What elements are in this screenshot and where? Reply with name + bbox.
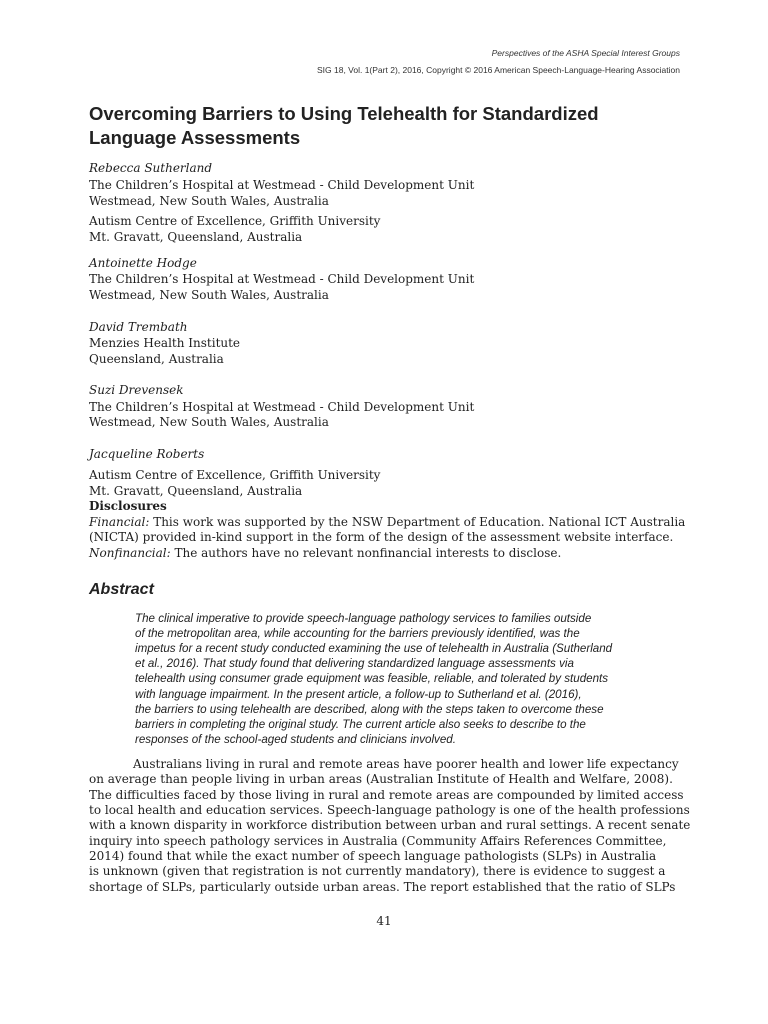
- body-line: with a known disparity in workforce distribution between urban and rural settings. A recent senate: [89, 818, 691, 832]
- nonfinancial-text: The authors have no relevant nonfinancial interests to disclose.: [170, 546, 562, 560]
- author-name: Antoinette Hodge: [89, 256, 197, 270]
- body-line: 2014) found that while the exact number of speech language pathologists (SLPs) in Australia: [89, 849, 657, 863]
- abstract-line: impetus for a recent study conducted examining the use of telehealth in Australia (Sutherland: [135, 642, 613, 655]
- abstract-line: et al., 2016). That study found that delivering standardized language assessments via: [135, 657, 574, 670]
- abstract-line: telehealth using consumer grade equipment was feasible, reliable, and tolerated by students: [135, 672, 609, 685]
- nonfinancial-disclosure: [89, 546, 561, 560]
- disclosures-heading: Disclosures: [89, 499, 167, 513]
- body-line: Australians living in rural and remote areas have poorer health and lower life expectancy: [133, 757, 679, 771]
- financial-label: Financial:: [89, 515, 150, 529]
- body-line: shortage of SLPs, particularly outside urban areas. The report established that the ratio of SLPs: [89, 880, 676, 894]
- abstract-line: with language impairment. In the present article, a follow-up to Sutherland et al. (2016),: [135, 688, 582, 701]
- body-line: inquiry into speech pathology services in Australia (Community Affairs References Committee,: [89, 834, 667, 848]
- author-name: David Trembath: [89, 320, 188, 334]
- author-affiliation: Autism Centre of Excellence, Griffith University: [89, 468, 381, 482]
- author-name: Rebecca Sutherland: [89, 161, 213, 175]
- abstract-heading: Abstract: [89, 581, 154, 598]
- abstract-line: The clinical imperative to provide speech-language pathology services to families outside: [135, 612, 592, 625]
- financial-disclosure: [89, 515, 685, 529]
- author-affiliation: Mt. Gravatt, Queensland, Australia: [89, 230, 303, 244]
- page-number: 41: [376, 914, 392, 928]
- author-affiliation: Autism Centre of Excellence, Griffith University: [89, 214, 381, 228]
- journal-name: Perspectives of the ASHA Special Interest Groups: [491, 48, 680, 58]
- author-name: Suzi Drevensek: [89, 383, 184, 397]
- body-line: is unknown (given that registration is not currently mandatory), there is evidence to suggest a: [89, 864, 666, 878]
- author-affiliation: Westmead, New South Wales, Australia: [89, 194, 329, 208]
- body-line: on average than people living in urban areas (Australian Institute of Health and Welfare, 2008).: [89, 772, 673, 786]
- abstract-line: the barriers to using telehealth are described, along with the steps taken to overcome these: [135, 703, 604, 716]
- author-affiliation: Menzies Health Institute: [89, 336, 241, 350]
- author-affiliation: Westmead, New South Wales, Australia: [89, 415, 329, 429]
- body-line: The difficulties faced by those living in rural and remote areas are compounded by limited access: [89, 788, 684, 802]
- abstract-line: of the metropolitan area, while accounting for the barriers previously identified, was the: [135, 627, 580, 640]
- author-affiliation: The Children’s Hospital at Westmead - Child Development Unit: [89, 400, 475, 414]
- author-affiliation: Queensland, Australia: [89, 352, 224, 366]
- author-affiliation: Westmead, New South Wales, Australia: [89, 288, 329, 302]
- article-title: Overcoming Barriers to Using Telehealth for Standardized Language Assessments: [89, 103, 599, 148]
- author-affiliation: Mt. Gravatt, Queensland, Australia: [89, 484, 303, 498]
- nonfinancial-label: Nonfinancial:: [89, 546, 171, 560]
- body-line: to local health and education services. Speech-language pathology is one of the health professions: [89, 803, 690, 817]
- journal-citation: SIG 18, Vol. 1(Part 2), 2016, Copyright © 2016 American Speech-Language-Hearing Association: [316, 65, 680, 75]
- financial-text: (NICTA) provided in-kind support in the form of the design of the assessment website interface.: [89, 530, 674, 544]
- financial-text: This work was supported by the NSW Department of Education. National ICT Australia: [149, 515, 686, 529]
- author-name: Jacqueline Roberts: [89, 447, 205, 461]
- author-affiliation: The Children’s Hospital at Westmead - Child Development Unit: [89, 272, 475, 286]
- abstract-line: barriers in completing the original study. The current article also seeks to describe to the: [135, 718, 586, 731]
- author-affiliation: The Children’s Hospital at Westmead - Child Development Unit: [89, 178, 475, 192]
- abstract-line: responses of the school-aged students and clinicians involved.: [135, 733, 456, 746]
